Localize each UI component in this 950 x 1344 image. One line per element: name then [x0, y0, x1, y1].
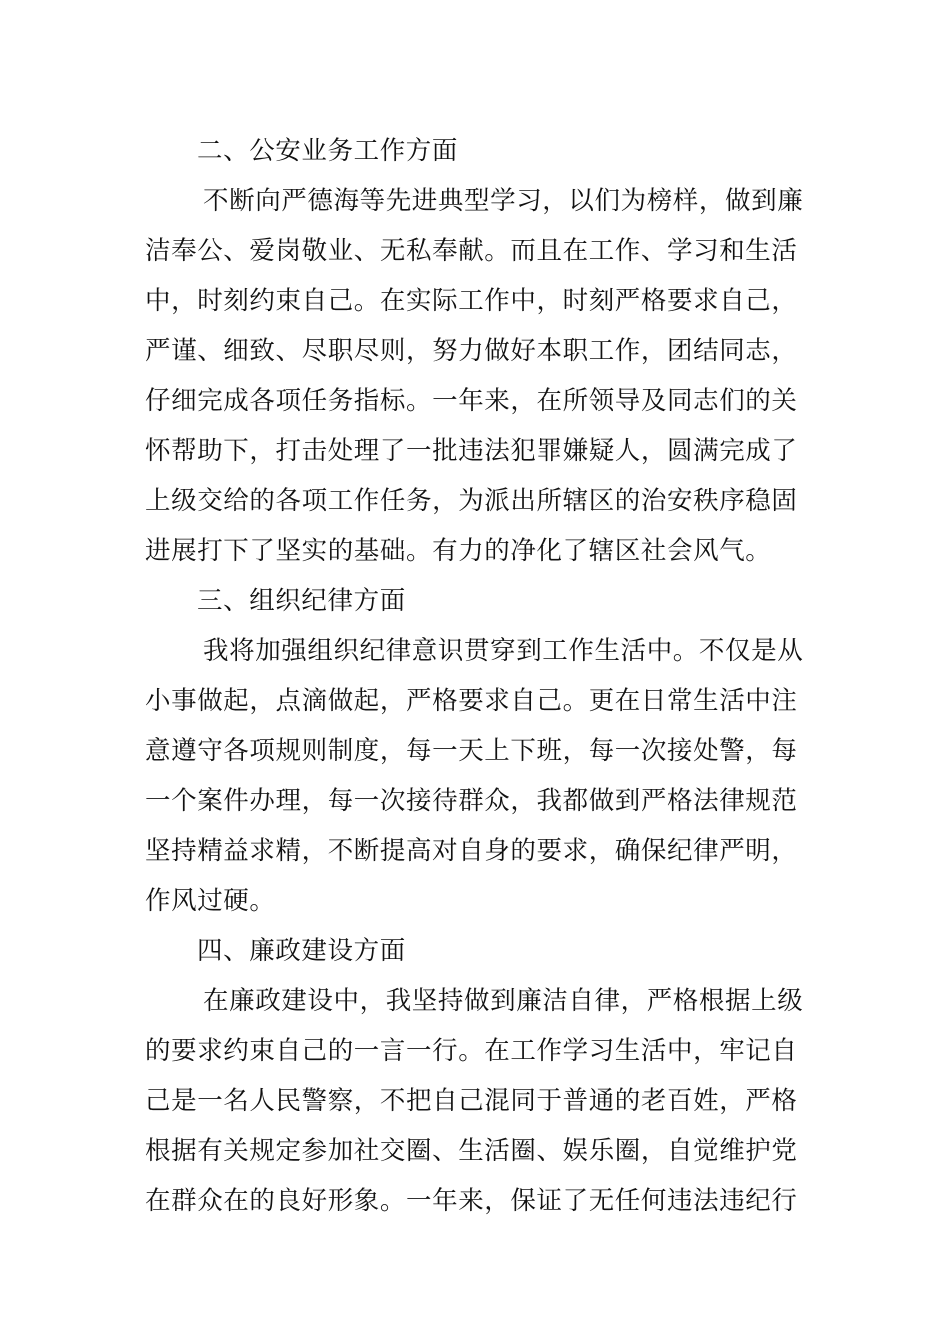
paragraph-line: 仔细完成各项任务指标。一年来，在所领导及同志们的关 [145, 386, 798, 416]
paragraph-line: 洁奉公、爱岗敬业、无私奉献。而且在工作、学习和生活 [145, 236, 798, 266]
paragraph-line: 坚持精益求精，不断提高对自身的要求，确保纪律严明， [145, 836, 798, 866]
paragraph-line: 己是一名人民警察，不把自己混同于普通的老百姓，严格 [145, 1086, 798, 1116]
document-body [145, 126, 815, 1226]
section-heading: 四、廉政建设方面 [197, 936, 406, 966]
paragraph-line: 的要求约束自己的一言一行。在工作学习生活中，牢记自 [145, 1036, 798, 1066]
paragraph-line: 严谨、细致、尽职尽则，努力做好本职工作，团结同志， [145, 336, 798, 366]
section-heading: 二、公安业务工作方面 [197, 136, 459, 166]
paragraph-line: 进展打下了坚实的基础。有力的净化了辖区社会风气。 [145, 536, 772, 566]
paragraph-line: 我将加强组织纪律意识贯穿到工作生活中。不仅是从 [203, 636, 804, 666]
paragraph-line: 根据有关规定参加社交圈、生活圈、娱乐圈，自觉维护党 [145, 1136, 798, 1166]
paragraph-line: 中，时刻约束自己。在实际工作中，时刻严格要求自己， [145, 286, 798, 316]
paragraph-line: 作风过硬。 [145, 886, 276, 916]
paragraph-line: 意遵守各项规则制度，每一天上下班，每一次接处警，每 [145, 736, 798, 766]
paragraph-line: 在廉政建设中，我坚持做到廉洁自律，严格根据上级 [203, 986, 804, 1016]
paragraph-line: 怀帮助下，打击处理了一批违法犯罪嫌疑人，圆满完成了 [145, 436, 798, 466]
section-heading: 三、组织纪律方面 [197, 586, 406, 616]
paragraph-line: 一个案件办理，每一次接待群众，我都做到严格法律规范 [145, 786, 798, 816]
paragraph-line: 不断向严德海等先进典型学习，以们为榜样，做到廉 [203, 186, 804, 216]
paragraph-line: 上级交给的各项工作任务，为派出所辖区的治安秩序稳固 [145, 486, 798, 516]
paragraph-line: 小事做起，点滴做起，严格要求自己。更在日常生活中注 [145, 686, 798, 716]
paragraph-line: 在群众在的良好形象。一年来，保证了无任何违法违纪行 [145, 1186, 798, 1216]
